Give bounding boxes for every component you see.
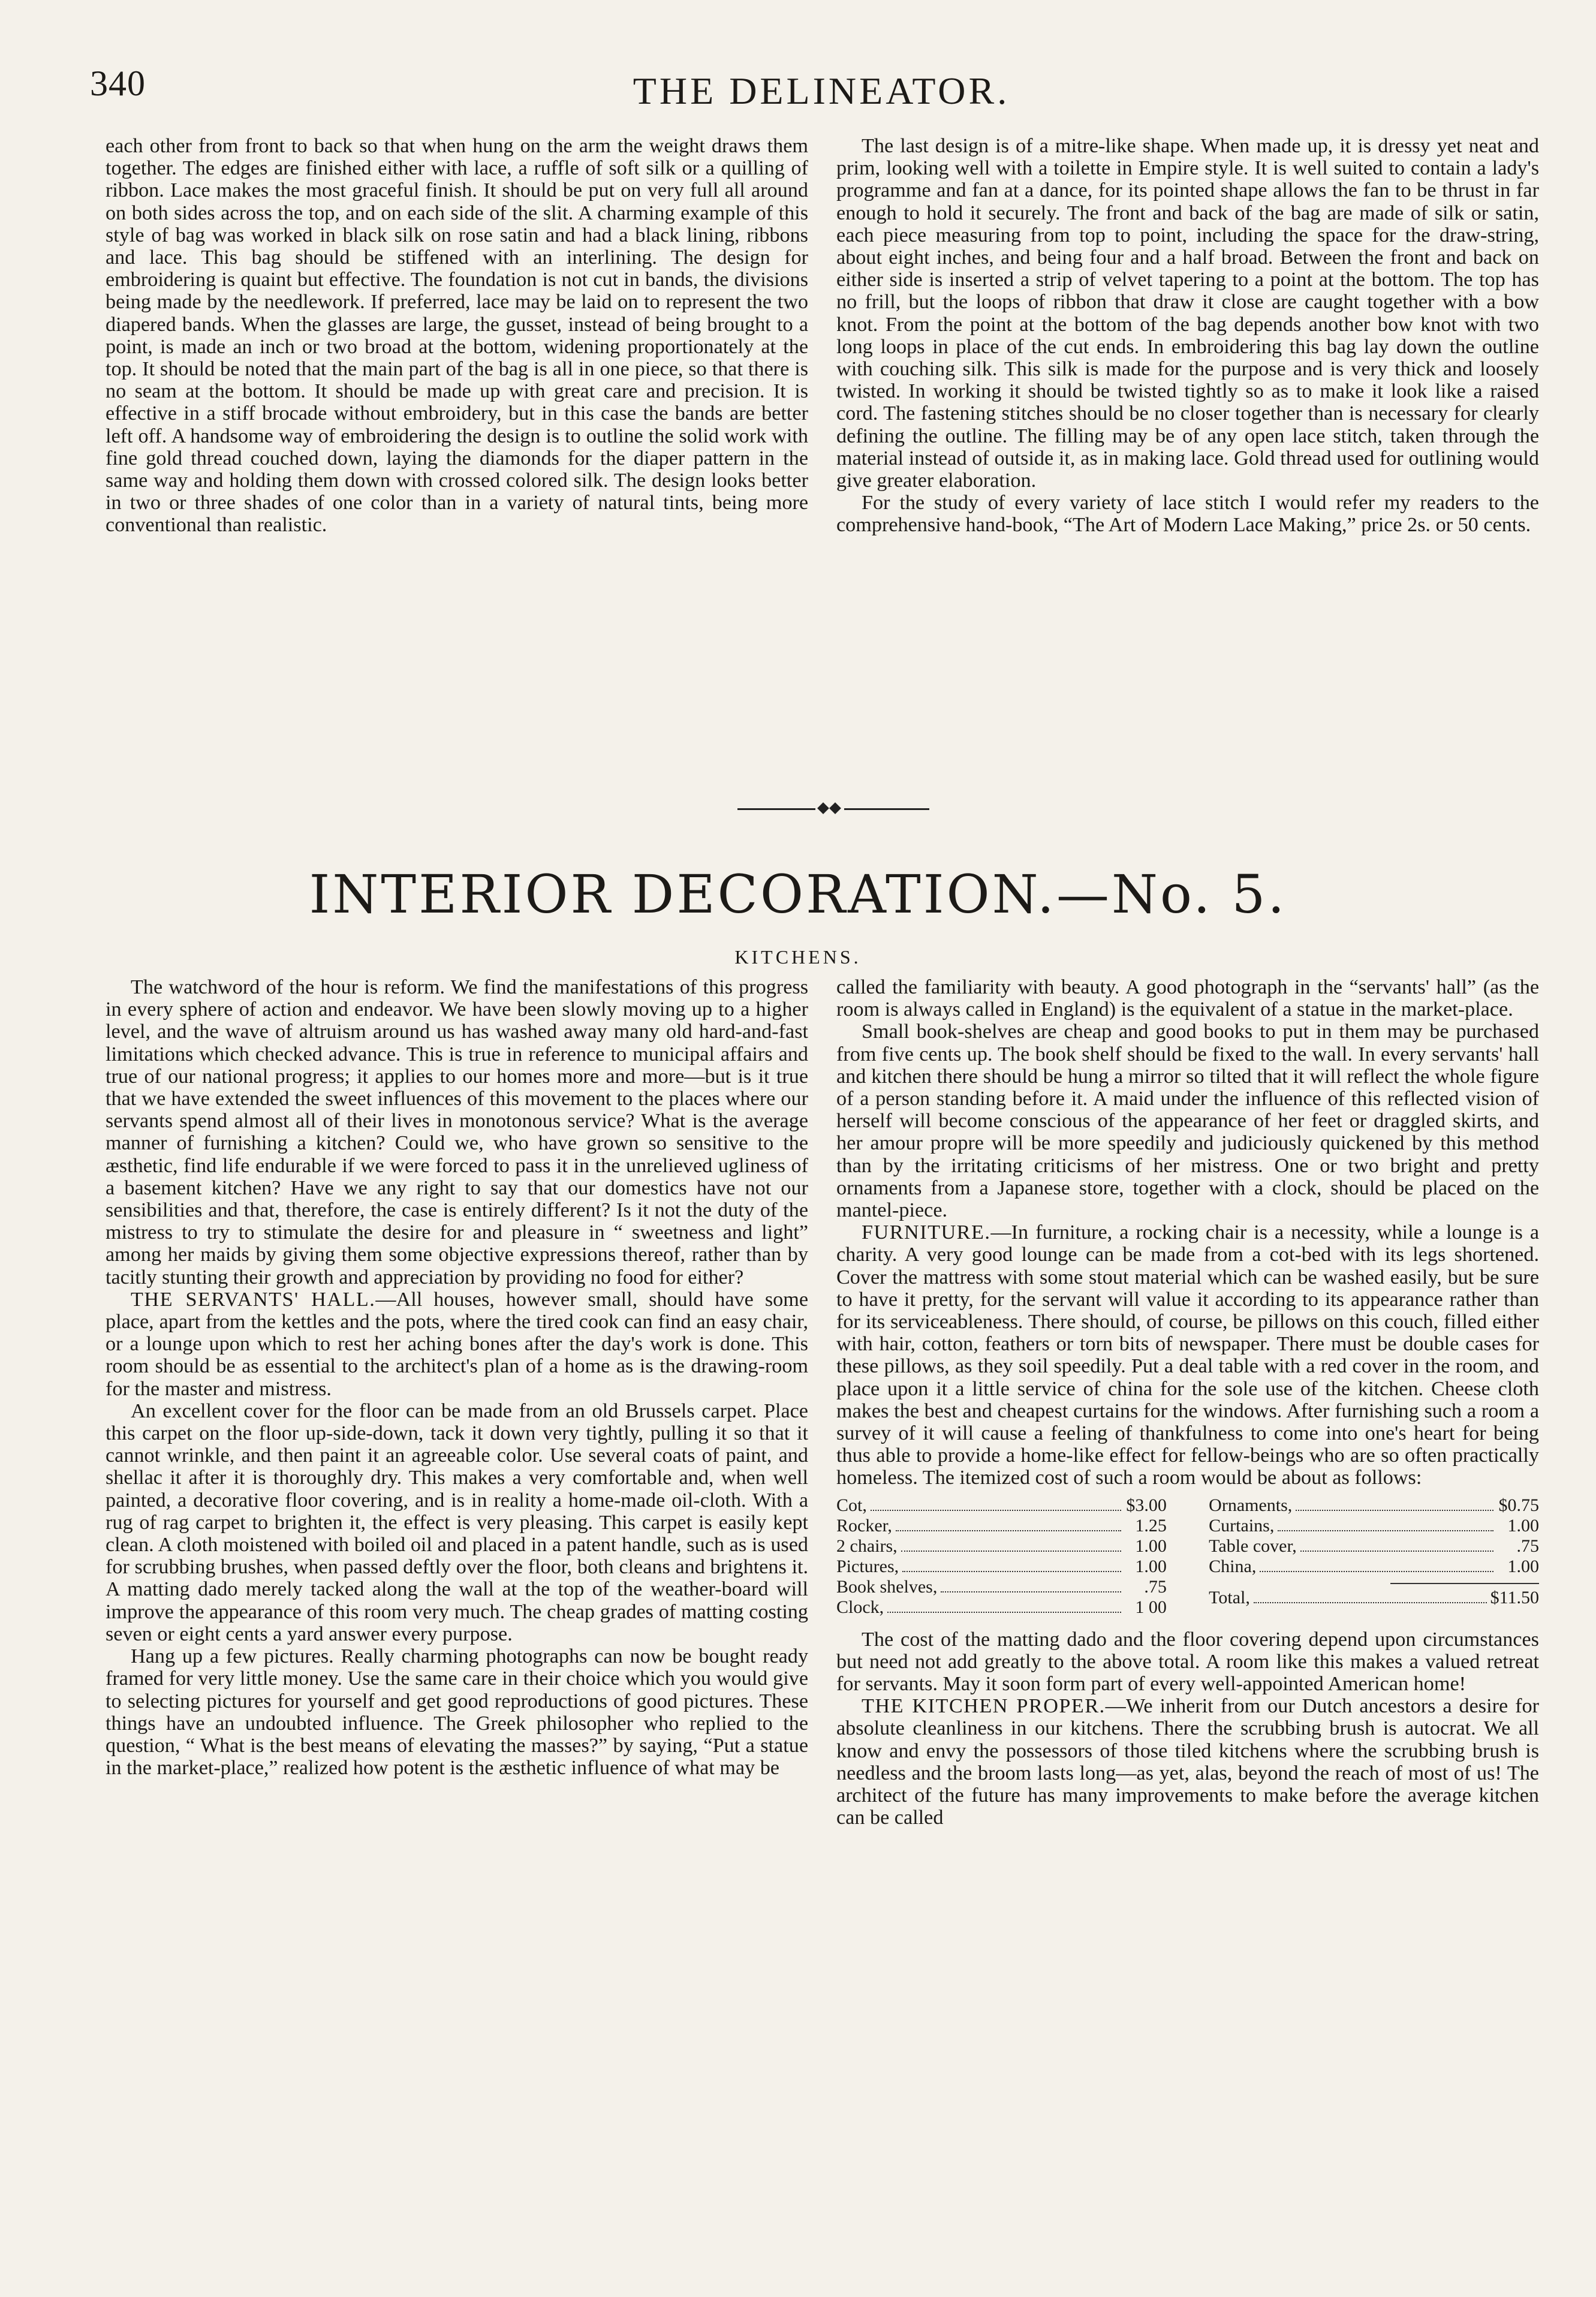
cost-row	[1209, 1495, 1539, 1516]
cost-amount: 1 00	[1135, 1597, 1167, 1617]
total-separator-rule	[1390, 1583, 1539, 1588]
paragraph: The cost of the matting dado and the floor covering depend upon circumstances but need not add greatly to the above total. A room like this makes a valued retreat for servants. May it soon form part of every well-appointed American home!	[836, 1628, 1539, 1696]
cost-item: Ornaments,	[1209, 1495, 1293, 1515]
section-heading: FURNITURE.	[862, 1221, 991, 1244]
paragraph	[106, 1289, 808, 1400]
divider-diamond	[829, 802, 841, 814]
page-header	[90, 57, 1553, 123]
article-title: INTERIOR DECORATION.—No. 5.	[309, 863, 1287, 925]
paragraph: An excellent cover for the floor can be made from an old Brussels carpet. Place this carpet on the floor up-side-down, tack it down very tightly, pulling it so that it cannot wrinkle, and then paint it an agreeable color. Use several coats of paint, and shellac it after it is thoroughly dry. This makes a very comfortable and, when well painted, a decorative floor covering, and is in reality a home-made oil-cloth. With a rug of rag carpet to brighten it, the effect is very pleasing. This carpet is easily kept clean. A cloth moistened with boiled oil and placed in a patent handle, such as is used for scrubbing brushes, when passed deftly over the floor, both cleans and brightens it. A matting dado merely tacked along the wall at the top of the weather-board will improve the appearance of this room very much. The cheap grades of matting costing seven or eight cents a yard answer every purpose.	[106, 1399, 808, 1645]
cost-row	[1209, 1516, 1539, 1536]
cost-amount: 1.00	[1507, 1515, 1539, 1536]
cost-item: Cot,	[836, 1495, 867, 1515]
cost-row	[836, 1557, 1167, 1577]
cost-item: Book shelves,	[836, 1576, 938, 1597]
cost-row	[1209, 1557, 1539, 1577]
cost-row	[836, 1495, 1167, 1516]
cost-column-right	[1209, 1495, 1539, 1618]
paragraph: Hang up a few pictures. Really charming photographs can now be bought ready framed for very little money. Use the same care in their choice which you would give to selecting pictures for yourself and get good reproductions of good pictures. These things have an undoubted influence. The Greek philosopher who replied to the question, “ What is the best means of elevating the masses?” by saying, “Put a statue in the market-place,” realized how potent is the æsthetic influence of what may be	[106, 1645, 808, 1780]
paragraph: The watchword of the hour is reform. We find the manifestations of this progress in every sphere of action and endeavor. We have been slowly moving up to a higher level, and the wave of altruism around us has washed away many old hard-and-fast limitations which checked advance. This is true in reference to municipal affairs and true of our national progress; it applies to our homes more and more—but is it true that we have extended the sweet influences of this movement to the places where our servants spend almost all of their lives in monotonous service? What is the average manner of furnishing a kitchen? Could we, who have grown so sensitive to the æsthetic, find life endurable if we were forced to pass it in the unrelieved ugliness of a basement kitchen? Have we any right to say that our domestics have not our sensibilities and that, therefore, the case is entirely different? Is it not the duty of the mistress to try to stimulate the desire for and pleasure in “ sweetness and light” among her maids by giving them some objective expressions thereof, rather than by tacitly stunting their growth and appreciation by providing no food for either?	[106, 976, 808, 1289]
paragraph: each other from front to back so that when hung on the arm the weight draws them together. The edges are finished either with lace, a ruffle of soft silk or a quilling of ribbon. Lace makes the most graceful finish. It should be put on very full all around on both sides across the top, and on each side of the slit. A charming example of this style of bag was worked in black silk on rose satin and had a black lining, ribbons and lace. This bag should be stiffened with an interlining. The design for embroidering is quaint but effective. The foundation is not cut in bands, the divisions being made by the needlework. If preferred, lace may be laid on to represent the two diapered bands. When the glasses are large, the gusset, instead of being brought to a point, is made an inch or two broad at the bottom, widening proportionately at the top. It should be noted that the main part of the bag is all in one piece, so that there is no seam at the bottom. It should be made up with great care and precision. It is effective in a stiff brocade without embroidery, but in this case the bands are better left off. A handsome way of embroidering the design is to outline the solid work with fine gold thread couched down, laying the diamonds for the diaper pattern in the same way and holding them down with crossed colored silk. The design looks better in two or three shades of one color than in a variety of natural tints, being more conventional than realistic.	[106, 135, 808, 537]
article-subtitle: KITCHENS.	[734, 946, 862, 968]
paragraph: For the study of every variety of lace stitch I would refer my readers to the comprehensive hand-book, “The Art of Modern Lace Making,” price 2s. or 50 cents.	[836, 492, 1539, 537]
cost-row	[836, 1516, 1167, 1536]
cost-amount: 1.00	[1135, 1556, 1167, 1576]
section-heading: THE KITCHEN PROPER.	[862, 1695, 1106, 1718]
cost-total-amount: $11.50	[1490, 1587, 1539, 1607]
paragraph: Small book-shelves are cheap and good books to put in them may be purchased from five cents up. The book shelf should be fixed to the wall. In every servants' hall and kitchen there should be hung a mirror so tilted that it will reflect the whole figure of a person standing before it. A maid under the influence of this reflected vision of herself will become conscious of the appearance of her feet or draggled skirts, and her amour propre will be more speedily and judiciously quickened by this method than by the irritating criticisms of her mistress. One or two bright and pretty ornaments from a Japanese store, together with a clock, should be placed on the mantel-piece.	[836, 1020, 1539, 1222]
cost-amount: $3.00	[1126, 1495, 1167, 1515]
cost-column-left	[836, 1495, 1167, 1618]
cost-item: 2 chairs,	[836, 1536, 898, 1556]
itemized-cost-table	[836, 1495, 1539, 1618]
cost-amount: 1.00	[1507, 1556, 1539, 1576]
cost-total-label: Total,	[1209, 1587, 1250, 1607]
cost-row	[1209, 1536, 1539, 1557]
paragraph	[836, 1221, 1539, 1489]
divider-line	[844, 808, 929, 810]
top-right-column	[836, 135, 1539, 537]
paragraph-body: —All houses, however small, should have some place, apart from the kettles and the pots, where the tired cook can find an easy chair, or a lounge upon which to rest her aching bones after the day's work is done. This room should be as essential to the architect's plan of a home as is the drawing-room for the master and mistress.	[106, 1288, 808, 1400]
cost-row	[836, 1536, 1167, 1557]
section-divider-ornament	[737, 800, 929, 818]
paragraph: The last design is of a mitre-like shape. When made up, it is dressy yet neat and prim, looking well with a toilette in Empire style. It is well suited to contain a lady's programme and fan at a dance, for its pointed shape allows the fan to be thrust in far enough to hold it securely. The front and back of the bag are made of silk or satin, each piece measuring from top to point, including the space for the draw-string, about eight inches, and being four and a half broad. Between the front and back on either side is inserted a strip of velvet tapering to a point at the bottom. The top has no frill, but the loops of ribbon that draw it close are caught together with a bow knot. From the point at the bottom of the bag depends another bow knot with two long loops in place of the cut ends. In embroidering this bag lay down the outline with couching silk. This silk is made for the purpose and is very thick and loosely twisted. In working it should be twisted tightly so as to make it look like a raised cord. The fastening stitches should be no closer together than is necessary for clearly defining the outline. The filling may be of any open lace stitch, taken through the material instead of outside it, as in making lace. Gold thread used for outlining would give greater elaboration.	[836, 135, 1539, 492]
page-number: 340	[90, 64, 146, 103]
running-head: THE DELINEATOR.	[633, 70, 1010, 112]
cost-amount: .75	[1144, 1576, 1167, 1597]
cost-item: Pictures,	[836, 1556, 899, 1576]
section-heading: THE SERVANTS' HALL.	[131, 1288, 376, 1311]
cost-item: Clock,	[836, 1597, 884, 1617]
cost-row	[836, 1597, 1167, 1618]
paragraph: called the familiarity with beauty. A good photograph in the “servants' hall” (as the room is always called in England) is the equivalent of a statue in the market-place.	[836, 976, 1539, 1021]
cost-total-row	[1209, 1588, 1539, 1608]
cost-item: China,	[1209, 1556, 1257, 1576]
divider-diamond	[817, 802, 829, 814]
cost-amount: .75	[1516, 1536, 1539, 1556]
cost-item: Rocker,	[836, 1515, 892, 1536]
cost-amount: 1.25	[1135, 1515, 1167, 1536]
cost-item: Table cover,	[1209, 1536, 1297, 1556]
cost-amount: 1.00	[1135, 1536, 1167, 1556]
paragraph	[836, 1695, 1539, 1829]
cost-item: Curtains,	[1209, 1515, 1275, 1536]
cost-amount: $0.75	[1498, 1495, 1539, 1515]
bottom-left-column	[106, 976, 808, 1779]
bottom-right-column	[836, 976, 1539, 1829]
paragraph-body: —We inherit from our Dutch ancestors a desire for absolute cleanliness in our kitchens. There the scrubbing brush is autocrat. We all know and envy the possessors of those tiled kitchens where the scrubbing brush is needless and the broom lasts long—as yet, alas, beyond the reach of most of us! The architect of the future has many improvements to make before the average kitchen can be called	[836, 1695, 1539, 1829]
paragraph-body: —In furniture, a rocking chair is a necessity, while a lounge is a charity. A very good lounge can be made from a cot-bed with its legs shortened. Cover the mattress with some stout material which can be washed easily, but be sure to have it pretty, for the servant will value it according to its appearance rather than for its serviceableness. There should, of course, be pillows on this couch, filled either with hair, cotton, feathers or torn bits of newspaper. There must be double cases for these pillows, as they soil speedily. Put a deal table with a red cover in the room, and place upon it a little service of china for the sole use of the kitchen. Cheese cloth makes the best and cheapest curtains for the windows. After furnishing such a room a survey of it will cause a feeling of thankfulness to come into one's heart for being thus able to provide a home-like effect for fellow-beings who are so often practically homeless. The itemized cost of such a room would be about as follows:	[836, 1221, 1539, 1489]
cost-row	[836, 1577, 1167, 1597]
top-left-column	[106, 135, 808, 537]
divider-line	[737, 808, 815, 810]
